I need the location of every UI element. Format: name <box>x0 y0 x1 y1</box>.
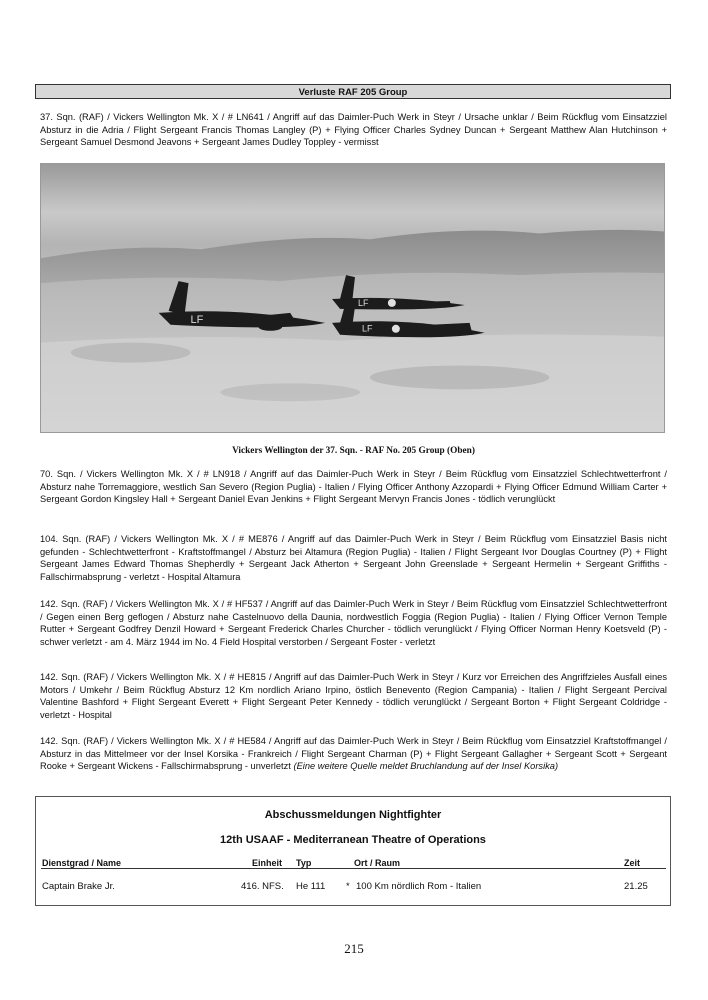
column-unit: Einheit <box>252 858 283 868</box>
nightfighter-box <box>35 796 671 906</box>
column-place: Ort / Raum <box>354 858 401 868</box>
loss-entry-ln918: 70. Sqn. / Vickers Wellington Mk. X / # LN918 / Angriff auf das Daimler-Puch Werk in Steyr / Beim Rückflug vom Einsatzziel Schlechtwetterfront / Absturz nahe Torremaggiore, westlich San Severo (Region Puglia) - Italien / Flying Officer Anthony Azzopardi + Flying Officer Edmund William Carter + Sergeant Gordon Kingsley Hall + Sergeant Daniel Evan Jenkins + Flight Sergeant Mervyn Francis Jones - tödlich verunglückt <box>40 469 667 505</box>
roundel-icon <box>388 299 396 307</box>
roundel-icon <box>392 325 400 333</box>
aircraft-code: LF <box>190 313 204 326</box>
row-type: He 111 <box>296 881 326 892</box>
row-rank: Captain Brake Jr. <box>42 881 115 892</box>
loss-entry-ln641: 37. Sqn. (RAF) / Vickers Wellington Mk. X / # LN641 / Angriff auf das Daimler-Puch Werk in Steyr / Ursache unklar / Beim Rückflug vom Einsatzziel Absturz in die Adria / Flight Sergeant Francis Thomas Langley (P) + Flying Officer Charles Sydney Duncan + Sergeant Matthew Alan Hutchinson + Sergeant Samuel Desmond Jeavons + Sergeant James Dudley Toppley - vermisst <box>40 112 667 148</box>
column-type: Typ <box>296 858 312 868</box>
loss-entry-me876: 104. Sqn. (RAF) / Vickers Wellington Mk. X / # ME876 / Angriff auf das Daimler-Puch Werk in Steyr / Beim Rückflug vom Einsatzziel Basis nicht gefunden - Schlechtwetterfront - Kraftstoffmangel / Absturz bei Altamura (Region Puglia) - Italien / Flight Sergeant Ivor Douglas Courtney (P) + Flight Sergeant James Edward Thomas Shepherdly + Sergeant Jack Atherton + Sergeant John Greenslade + Sergeant Hermelin + Sergeant Griffiths - Fallschirmabsprung - verletzt - Hospital Altamura <box>40 534 667 582</box>
section-header: Verluste RAF 205 Group <box>35 84 671 99</box>
column-time: Zeit <box>624 858 641 868</box>
column-rank: Dienstgrad / Name <box>42 858 122 868</box>
wellington-photo <box>40 163 665 433</box>
loss-entry-he815: 142. Sqn. (RAF) / Vickers Wellington Mk. X / # HE815 / Angriff auf das Daimler-Puch Werk in Steyr / Kurz vor Erreichen des Angriffzieles Ausfall eines Motors / Umkehr / Beim Rückflug Absturz 12 Km nordlich Ariano Irpino, östlich Benevento (Region Campania) - Italien / Flight Sergeant Percival Valentine Bashford + Flight Sergeant Everett + Flight Sergeant Peter Kennedy - tödlich verunglückt / Sergeant Borton + Flight Sergeant Coldridge - verletzt - Hospital <box>40 672 667 720</box>
photo-caption: Vickers Wellington der 37. Sqn. - RAF No. 205 Group (Oben) <box>232 446 475 456</box>
loss-entry-text: 142. Sqn. (RAF) / Vickers Wellington Mk. X / # HE584 / Angriff auf das Daimler-Puch Werk in Steyr / Beim Rückflug vom Einsatzziel Kraftstoffmangel / Absturz in das Mittelmeer vor der Insel Korsika - Frankreich / Flight Sergeant Charman (P) + Flight Sergeant Gallagher + Sergeant Scott + Sergeant Rooke + Sergeant Wickens - Fallschirmabsprung - unverletzt <box>40 736 667 772</box>
row-time: 21.25 <box>624 881 648 892</box>
row-place: 100 Km nördlich Rom - Italien <box>356 881 482 892</box>
aircraft-code: LF <box>357 297 369 308</box>
loss-entry-he584 <box>40 735 667 773</box>
table-divider <box>41 868 666 869</box>
page-number: 215 <box>344 941 364 956</box>
loss-entry-hf537: 142. Sqn. (RAF) / Vickers Wellington Mk. X / # HF537 / Angriff auf das Daimler-Puch Werk in Steyr / Beim Rückflug vom Einsatzziel Schlechtwetterfront / Gegen einen Berg geflogen / Absturz nahe Castelnuovo della Daunia, nordwestlich Foggia (Region Puglia) - Italien / Flying Officer Vernon Temple Rutter + Sergeant Godfrey Denzil Howard + Sergeant Frederick Charles Churcher - tödlich verunglückt / Flying Officer Norman Henry Koetsveld (P) - schwer verletzt - am 4. März 1944 im No. 4 Field Hospital verstorben / Sergeant Foster - verletzt <box>40 599 667 647</box>
nightfighter-subtitle: 12th USAAF - Mediterranean Theatre of Operations <box>220 834 486 846</box>
nightfighter-title: Abschussmeldungen Nightfighter <box>264 809 442 821</box>
aircraft-code: LF <box>361 323 373 334</box>
row-unit: 416. NFS. <box>241 881 284 892</box>
loss-entry-note: (Eine weitere Quelle meldet Bruchlandung auf der Insel Korsika) <box>293 761 559 772</box>
row-marker: * <box>346 881 350 892</box>
